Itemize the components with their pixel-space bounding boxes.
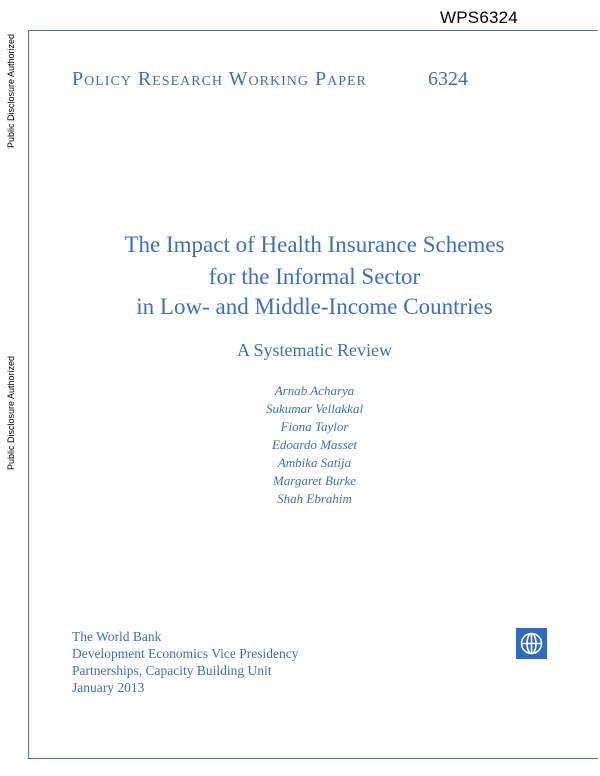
title-line-2: for the Informal Sector xyxy=(208,264,421,289)
publisher-line: The World Bank xyxy=(72,629,162,644)
author-list xyxy=(30,382,599,508)
title-line-3: in Low- and Middle-Income Countries xyxy=(136,294,493,319)
author: Margaret Burke xyxy=(272,473,357,488)
title-line-1: The Impact of Health Insurance Schemes xyxy=(124,232,505,257)
author: Ambika Satija xyxy=(277,455,352,470)
author: Arnab Acharya xyxy=(274,383,355,398)
author: Fiona Taylor xyxy=(280,419,349,434)
author: Edoardo Masset xyxy=(271,437,358,452)
publisher-line: Development Economics Vice Presidency xyxy=(72,646,299,661)
world-bank-logo-icon xyxy=(516,628,547,659)
publisher-line: Partnerships, Capacity Building Unit xyxy=(72,663,272,678)
paper-number: 6324 xyxy=(428,68,468,90)
author: Sukumar Vellakkal xyxy=(265,401,364,416)
author: Shah Ebrahim xyxy=(277,491,352,506)
series-name: Policy Research Working Paper xyxy=(72,68,367,90)
publication-date: January 2013 xyxy=(72,680,145,695)
side-label-middle: Public Disclosure Authorized xyxy=(6,355,16,470)
side-label-top: Public Disclosure Authorized xyxy=(6,33,16,148)
report-id: WPS6324 xyxy=(440,8,518,27)
publisher-block xyxy=(72,628,299,696)
subtitle: A Systematic Review xyxy=(237,340,392,360)
